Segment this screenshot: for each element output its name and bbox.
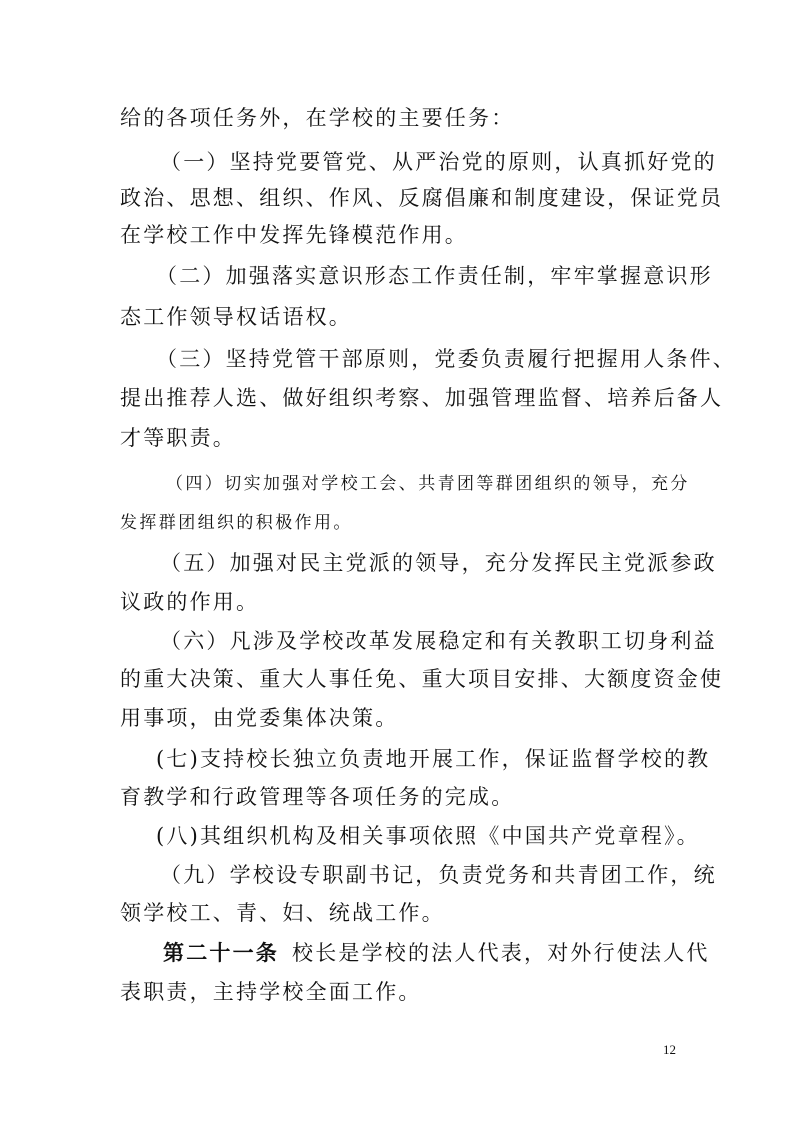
- text-line-11: 发挥群团组织的积极作用。: [120, 513, 353, 533]
- text-line-5: （二）加强落实意识形态工作责任制，牢牢掌握意识形: [156, 264, 713, 288]
- text-line-15: 的重大决策、重大人事任免、重大项目安排、大额度资金使: [120, 667, 724, 691]
- text-line-17: (七)支持校长独立负责地开展工作，保证监督学校的教: [156, 747, 711, 771]
- text-line-18: 育教学和行政管理等各项任务的完成。: [120, 785, 515, 809]
- text-line-12: （五）加强对民主党派的领导，充分发挥民主党派参政: [160, 551, 717, 575]
- text-line-1: 给的各项任务外，在学校的主要任务：: [120, 106, 515, 130]
- text-line-16: 用事项，由党委集体决策。: [120, 706, 399, 730]
- article-heading: 第二十一条: [163, 941, 279, 965]
- page-number: 12: [663, 1042, 676, 1057]
- text-line-13: 议政的作用。: [120, 590, 260, 614]
- text-line-4: 在学校工作中发挥先锋模范作用。: [120, 223, 468, 247]
- text-line-22: 校长是学校的法人代表，对外行使法人代: [292, 941, 710, 965]
- text-line-3: 政治、思想、组织、作风、反腐倡廉和制度建设，保证党员: [120, 186, 724, 210]
- text-line-14: （六）凡涉及学校改革发展稳定和有关教职工切身利益: [160, 629, 717, 653]
- text-line-6: 态工作领导权话语权。: [120, 305, 352, 329]
- text-line-9: 才等职责。: [120, 426, 236, 450]
- text-line-19: (八)其组织机构及相关事项依照《中国共产党章程》。: [156, 824, 700, 848]
- text-line-2: （一）坚持党要管党、从严治党的原则，认真抓好党的: [160, 150, 717, 174]
- text-line-23: 表职责，主持学校全面工作。: [120, 980, 422, 1004]
- text-line-20: （九）学校设专职副书记，负责党务和共青团工作，统: [160, 863, 717, 887]
- text-line-7: （三）坚持党管干部原则，党委负责履行把握用人条件、: [156, 347, 736, 371]
- text-line-10: （四）切实加强对学校工会、共青团等群团组织的领导，充分: [166, 474, 690, 494]
- text-line-8: 提出推荐人选、做好组织考察、加强管理监督、培养后备人: [120, 386, 724, 410]
- text-line-21: 领学校工、青、妇、统战工作。: [120, 901, 445, 925]
